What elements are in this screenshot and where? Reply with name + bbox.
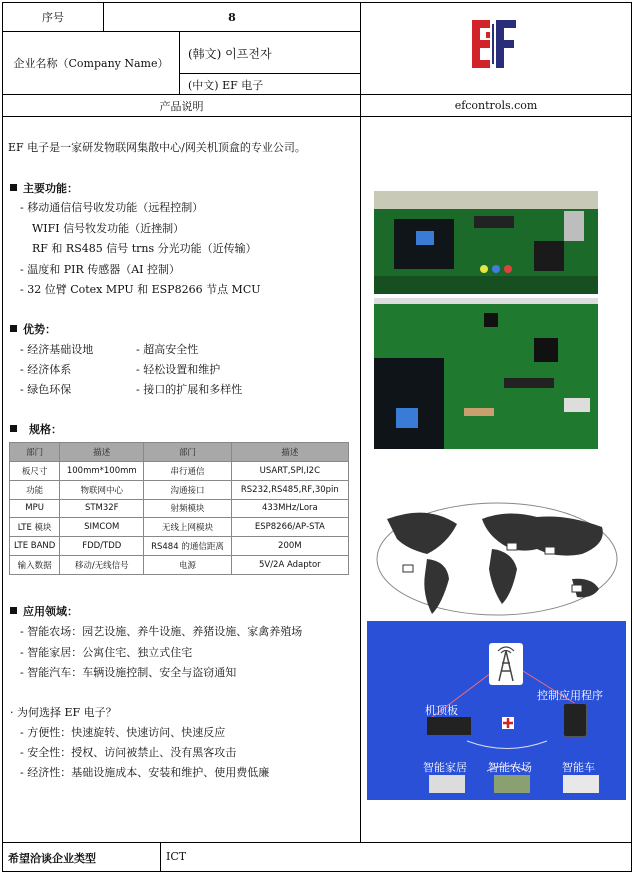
- settop-box-icon: [427, 717, 471, 735]
- plus-icon: [502, 717, 514, 729]
- feature-item: - 32 位臂 Cotex MPU 和 ESP8266 节点 MCU: [20, 283, 261, 296]
- border-left: [2, 2, 3, 872]
- table-cell: 串行通信: [144, 461, 231, 480]
- table-row: [10, 499, 349, 518]
- border-right: [631, 2, 632, 872]
- advantages-heading: 优势：: [10, 321, 56, 337]
- table-cell: 100mm*100mm: [60, 461, 144, 480]
- table-cell: MPU: [10, 499, 60, 518]
- spec-heading: 规格：: [10, 421, 62, 437]
- advantage-item: - 轻松设置和维护: [136, 363, 221, 376]
- advantage-item: - 经济体系: [20, 363, 72, 376]
- table-cell: USART,SPI,I2C: [231, 461, 348, 480]
- table-header: 描述: [231, 443, 348, 462]
- world-map-image: [367, 499, 626, 620]
- footer-value: ICT: [166, 850, 187, 863]
- table-cell: RS484 的通信距离: [144, 537, 231, 556]
- table-cell: 433MHz/Lora: [231, 499, 348, 518]
- feature-item: WIFI 信号牧发功能（近挫制）: [32, 222, 185, 235]
- application-item: - 智能家居：公寓住宅、独立式住宅: [20, 646, 193, 659]
- why-heading: · 为何选择 EF 电子？: [10, 706, 117, 719]
- table-cell: STM32F: [60, 499, 144, 518]
- seq-value: 8: [228, 10, 236, 24]
- advantage-item: - 超高安全性: [136, 343, 199, 356]
- car-label: 智能车: [562, 761, 595, 774]
- table-header: 描述: [60, 443, 144, 462]
- table-header: 部门: [10, 443, 60, 462]
- table-cell: 板尺寸: [10, 461, 60, 480]
- table-cell: SIMCOM: [60, 518, 144, 537]
- line-footer: [2, 842, 632, 843]
- why-item: - 方便性：快速旋转、快速访问、快速反应: [20, 726, 226, 739]
- spec-table: [9, 442, 349, 575]
- table-cell: 200M: [231, 537, 348, 556]
- intro-text: EF 电子是一家研发物联网集散中心/网关机顶盒的专业公司。: [8, 141, 306, 154]
- table-cell: 射频模块: [144, 499, 231, 518]
- why-item: - 经济性：基础设施成本、安装和维护、使用费低廉: [20, 766, 270, 779]
- table-row: [10, 537, 349, 556]
- smart-car-icon: [563, 775, 599, 793]
- smart-home-icon: [429, 775, 465, 793]
- farm-label: 智能农场: [488, 761, 532, 774]
- table-cell: 电源: [144, 556, 231, 575]
- table-row: [10, 480, 349, 499]
- line-col-footer: [160, 842, 161, 871]
- line-col-name: [179, 31, 180, 94]
- table-cell: 移动/无线信号: [60, 556, 144, 575]
- table-row: [10, 556, 349, 575]
- home-label: 智能家居: [423, 761, 467, 774]
- pcb-photo-top: [374, 191, 598, 294]
- table-row: [10, 518, 349, 537]
- table-cell: LTE 模块: [10, 518, 60, 537]
- product-desc-label: 产品说明: [159, 99, 204, 113]
- pcb-photo-bottom: [374, 298, 598, 449]
- seq-label: 序号: [42, 11, 64, 24]
- settop-label: 机顶板: [425, 704, 458, 717]
- table-row: [10, 461, 349, 480]
- table-cell: FDD/TDD: [60, 537, 144, 556]
- iot-diagram: [367, 621, 626, 800]
- border-bottom: [2, 871, 632, 872]
- website-link[interactable]: efcontrols.com: [454, 99, 538, 112]
- advantage-item: - 接口的扩展和多样性: [136, 383, 243, 396]
- application-heading: 应用领域：: [10, 603, 78, 619]
- table-cell: 5V/2A Adaptor: [231, 556, 348, 575]
- application-item: - 智能农场：园艺设施、养牛设施、养猪设施、家禽养殖场: [20, 625, 303, 638]
- chinese-name: (中文) EF 电子: [188, 79, 264, 92]
- company-logo: [466, 14, 522, 74]
- table-cell: 沟通接口: [144, 480, 231, 499]
- features-heading: 主要功能：: [10, 180, 78, 196]
- smart-farm-icon: [494, 775, 530, 793]
- feature-item: RF 和 RS485 信号 trns 分光功能（近传输）: [32, 242, 257, 255]
- app-label: 控制应用程序: [537, 689, 603, 702]
- table-cell: 物联网中心: [60, 480, 144, 499]
- line-col-right: [360, 2, 361, 842]
- line-row3: [2, 116, 632, 117]
- table-header: 部门: [144, 443, 231, 462]
- feature-item: - 温度和 PIR 传感器（AI 控制）: [20, 263, 181, 276]
- application-item: - 智能汽车：车辆设施控制、安全与盗窃通知: [20, 666, 237, 679]
- table-cell: ESP8266/AP-STA: [231, 518, 348, 537]
- company-label: 企业名称（Company Name）: [13, 57, 169, 70]
- table-cell: 输入数据: [10, 556, 60, 575]
- why-item: - 安全性：授权、访问被禁止、没有黑客攻击: [20, 746, 237, 759]
- footer-label: 希望洽谈企业类型: [8, 852, 96, 865]
- smartphone-icon: [563, 703, 587, 737]
- table-cell: RS232,RS485,RF,30pin: [231, 480, 348, 499]
- korean-name: (韩文) 이프전자: [188, 47, 272, 61]
- table-cell: 无线上网模块: [144, 518, 231, 537]
- advantage-item: - 经济基础设地: [20, 343, 94, 356]
- table-cell: 功能: [10, 480, 60, 499]
- table-header-row: [10, 443, 349, 462]
- advantage-item: - 绿色环保: [20, 383, 72, 396]
- table-cell: LTE BAND: [10, 537, 60, 556]
- antenna-tower-icon: [489, 643, 523, 685]
- feature-item: - 移动通信信号收发功能（远程控制）: [20, 201, 204, 214]
- line-name-split: [179, 73, 360, 74]
